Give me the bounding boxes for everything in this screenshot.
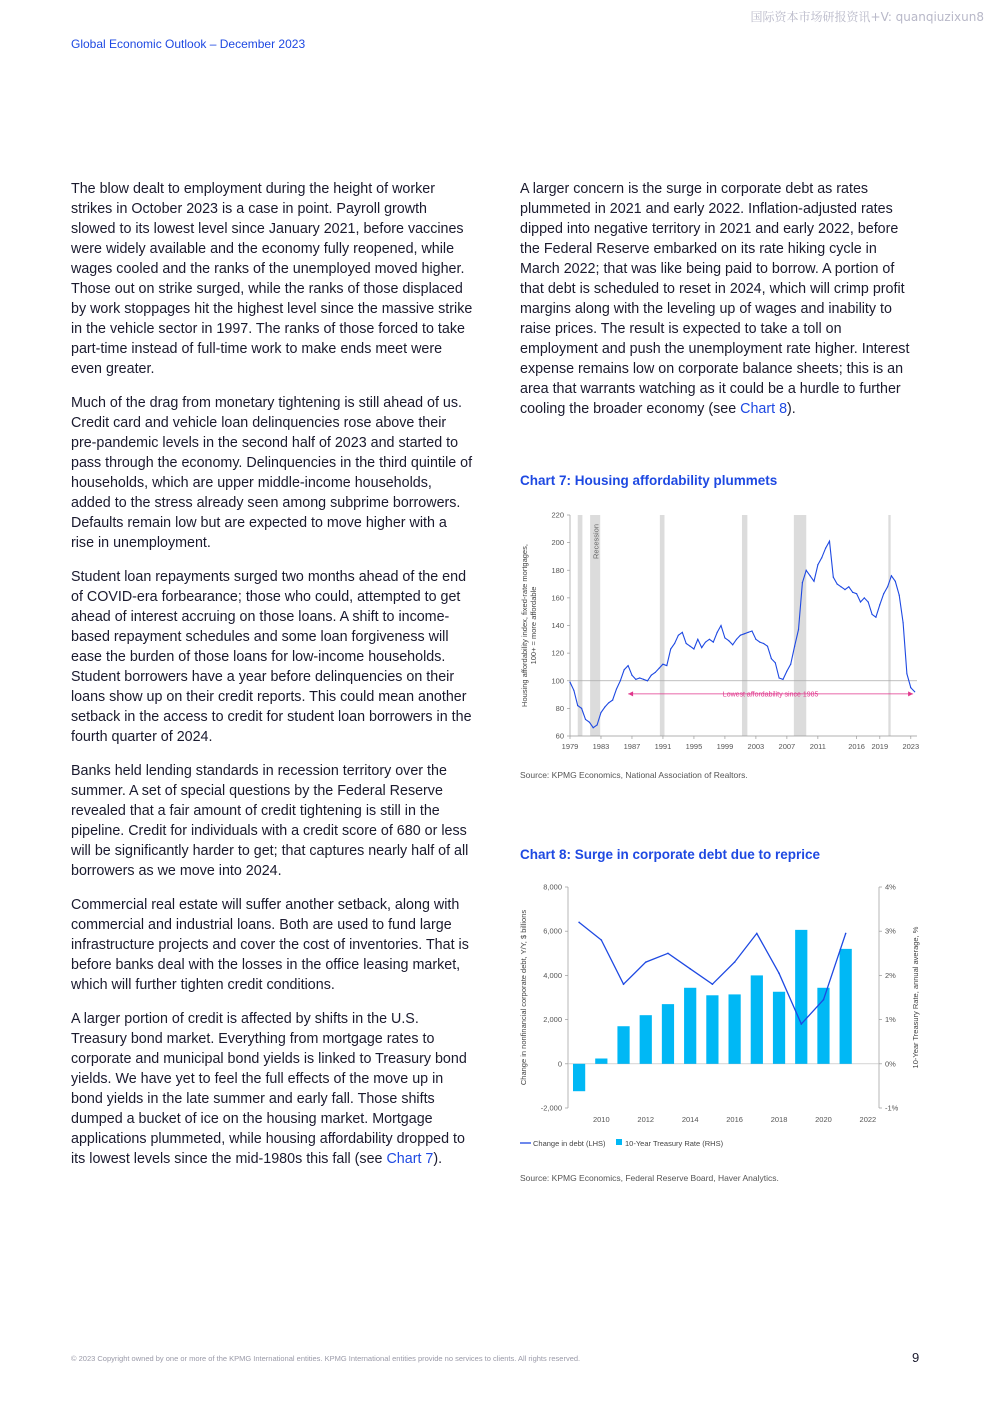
affordability-data-point bbox=[655, 672, 656, 673]
debt-change-point bbox=[578, 922, 580, 924]
affordability-data-point bbox=[589, 722, 590, 723]
affordability-data-point bbox=[600, 712, 601, 713]
x-tick-label: 2007 bbox=[778, 742, 796, 751]
affordability-data-point bbox=[643, 679, 644, 680]
legend-bar-label: 10-Year Treasury Rate (RHS) bbox=[625, 1139, 724, 1148]
y-tick-label: 160 bbox=[551, 593, 564, 603]
affordability-data-point bbox=[771, 658, 772, 659]
recession-band bbox=[888, 515, 890, 736]
affordability-data-point bbox=[682, 632, 683, 633]
affordability-data-point bbox=[697, 639, 698, 640]
affordability-data-point bbox=[701, 647, 702, 648]
debt-change-point bbox=[800, 1023, 802, 1025]
paragraph-end: ). bbox=[433, 1151, 443, 1167]
affordability-data-point bbox=[860, 601, 861, 602]
right-tick-label: 1% bbox=[885, 1015, 896, 1025]
affordability-data-point bbox=[840, 586, 841, 587]
right-tick-label: 2% bbox=[885, 970, 896, 980]
affordability-data-point bbox=[806, 570, 807, 571]
debt-change-point bbox=[601, 939, 603, 941]
affordability-data-point bbox=[914, 691, 915, 692]
x-tick-label: 2016 bbox=[726, 1115, 743, 1124]
x-tick-label: 1991 bbox=[654, 742, 672, 751]
debt-change-point bbox=[689, 968, 691, 970]
left-column bbox=[71, 179, 473, 1183]
affordability-data-point bbox=[705, 641, 706, 642]
affordability-data-point bbox=[852, 592, 853, 593]
affordability-data-point bbox=[755, 639, 756, 640]
affordability-data-point bbox=[817, 564, 818, 565]
affordability-data-point bbox=[728, 640, 729, 641]
x-tick-label: 2016 bbox=[848, 742, 865, 751]
affordability-data-point bbox=[651, 675, 652, 676]
affordability-data-point bbox=[767, 646, 768, 647]
x-tick-label: 2012 bbox=[637, 1115, 655, 1124]
debt-change-point bbox=[823, 999, 825, 1001]
affordability-data-point bbox=[658, 668, 659, 669]
treasury-rate-bar bbox=[640, 1015, 652, 1064]
y-tick-label: 60 bbox=[555, 731, 564, 741]
affordability-data-point bbox=[782, 679, 783, 680]
affordability-data-point bbox=[879, 604, 880, 605]
chart-7-source: Source: KPMG Economics, National Association of Realtors. bbox=[520, 770, 748, 780]
x-tick-label: 2020 bbox=[815, 1115, 832, 1124]
paragraph-end: ). bbox=[787, 401, 796, 417]
affordability-data-point bbox=[612, 699, 613, 700]
x-tick-label: 2014 bbox=[681, 1115, 699, 1124]
x-tick-label: 2011 bbox=[809, 742, 826, 751]
affordability-data-point bbox=[689, 646, 690, 647]
affordability-data-point bbox=[678, 635, 679, 636]
affordability-data-point bbox=[825, 548, 826, 549]
affordability-data-point bbox=[751, 630, 752, 631]
y-axis-label-line1: Housing affordability index, fixed-rate mortgages, bbox=[520, 544, 529, 707]
affordability-data-point bbox=[736, 639, 737, 640]
y-tick-label: 200 bbox=[551, 538, 564, 548]
chart-8-link[interactable]: Chart 8 bbox=[740, 401, 788, 417]
affordability-data-point bbox=[848, 586, 849, 587]
affordability-data-point bbox=[759, 641, 760, 642]
treasury-rate-bar bbox=[617, 1026, 629, 1064]
right-tick-label: 0% bbox=[885, 1059, 896, 1069]
right-tick-label: 3% bbox=[885, 926, 896, 936]
affordability-data-point bbox=[833, 577, 834, 578]
x-tick-label: 1999 bbox=[716, 742, 734, 751]
affordability-data-point bbox=[597, 724, 598, 725]
affordability-data-point bbox=[844, 589, 845, 590]
chart-7-housing-affordability bbox=[515, 505, 935, 757]
paragraph-text: A larger concern is the surge in corporate debt as rates plummeted in 2021 and early 2022. Inflation-adjusted rates dipped into negative territory in 2021 and early 2022, before the Federal Reserve embarked on its rate hiking cycle in March 2022; that was like being paid to borrow. A portion of that debt is scheduled to reset in 2024, which will crimp profit margins along with the leveling up of wages and inability to raise prices. The result is expected to take a toll on employment and push the unemployment rate higher. Interest expense remains low on corporate balance sheets; this is an area that warrants watching as it could be a hurdle to further cooling the broader economy (see bbox=[520, 181, 910, 417]
affordability-data-point bbox=[883, 593, 884, 594]
x-tick-label: 2023 bbox=[902, 742, 920, 751]
y-tick-label: 180 bbox=[551, 565, 564, 575]
treasury-rate-bar bbox=[840, 949, 852, 1064]
affordability-data-point bbox=[856, 593, 857, 594]
treasury-rate-bar bbox=[728, 994, 740, 1063]
affordability-data-point bbox=[709, 639, 710, 640]
left-tick-label: -2,000 bbox=[540, 1103, 562, 1113]
left-tick-label: 2,000 bbox=[543, 1015, 562, 1025]
running-header: Global Economic Outlook – December 2023 bbox=[71, 37, 306, 51]
affordability-data-point bbox=[810, 575, 811, 576]
affordability-data-point bbox=[724, 637, 725, 638]
right-tick-label: -1% bbox=[885, 1103, 899, 1113]
affordability-data-point bbox=[829, 541, 830, 542]
x-tick-label: 1987 bbox=[623, 742, 641, 751]
y-tick-label: 140 bbox=[551, 621, 564, 630]
x-tick-label: 1983 bbox=[592, 742, 610, 751]
treasury-rate-bar bbox=[684, 988, 696, 1064]
affordability-data-point bbox=[821, 557, 822, 558]
x-tick-label: 1979 bbox=[561, 742, 579, 751]
affordability-data-point bbox=[899, 595, 900, 596]
chart-7-link[interactable]: Chart 7 bbox=[386, 1151, 434, 1167]
affordability-data-point bbox=[581, 708, 582, 709]
affordability-data-point bbox=[693, 648, 694, 649]
paragraph: The blow dealt to employment during the height of worker strikes in October 2023 is a case in point. Payroll growth slowed to its lowest level since January 2021, before vaccines were widely available and the economy fully reopened, while wages cooled and the ranks of the unemployed moved higher. Those out on strike surged, while the ranks of those displaced by work stoppages hit the highest level since the massive strike in the vehicle sector in 1997. The ranks of those forced to take part-time instead of full-time work to make ends meet were even greater. bbox=[71, 181, 473, 377]
affordability-data-point bbox=[790, 664, 791, 665]
affordability-data-point bbox=[577, 705, 578, 706]
paragraph: Student loan repayments surged two months ahead of the end of COVID-era forbearance; those who could, attempted to get ahead of interest accruing on those loans. A shift to income-based repayment schedules and some loan forgiveness will ease the burden of those loans for low-income households. Student borrowers have a year before delinquencies on their loans show up on their credit reports. This could mean another setback in the access to credit for student loan borrowers in the fourth quarter of 2024. bbox=[71, 569, 472, 745]
affordability-data-point bbox=[569, 682, 570, 683]
affordability-data-point bbox=[871, 614, 872, 615]
affordability-data-point bbox=[813, 581, 814, 582]
affordability-data-point bbox=[639, 677, 640, 678]
treasury-rate-bar bbox=[706, 995, 718, 1064]
affordability-data-point bbox=[573, 690, 574, 691]
treasury-rate-bar bbox=[573, 1064, 585, 1091]
annotation-arrowhead-right bbox=[908, 691, 913, 696]
y-tick-label: 80 bbox=[555, 703, 564, 713]
paragraph bbox=[520, 179, 920, 419]
paragraph bbox=[71, 1009, 473, 1169]
recession-band bbox=[578, 515, 583, 736]
affordability-data-point bbox=[732, 644, 733, 645]
recession-band bbox=[742, 515, 747, 736]
x-tick-label: 2010 bbox=[592, 1115, 610, 1124]
right-tick-label: 4% bbox=[885, 882, 896, 892]
affordability-data-point bbox=[906, 673, 907, 674]
affordability-data-point bbox=[717, 632, 718, 633]
affordability-data-point bbox=[748, 632, 749, 633]
recession-band bbox=[794, 515, 806, 736]
right-column bbox=[520, 179, 920, 433]
debt-change-point bbox=[645, 961, 647, 963]
affordability-data-point bbox=[775, 662, 776, 663]
affordability-data-point bbox=[763, 643, 764, 644]
treasury-rate-bar bbox=[773, 992, 785, 1064]
affordability-data-point bbox=[891, 575, 892, 576]
affordability-data-point bbox=[604, 706, 605, 707]
affordability-data-point bbox=[713, 641, 714, 642]
affordability-data-point bbox=[631, 675, 632, 676]
annotation-arrowhead-left bbox=[628, 691, 633, 696]
left-tick-label: 8,000 bbox=[543, 882, 562, 892]
affordability-data-point bbox=[593, 727, 594, 728]
paragraph-text: A larger portion of credit is affected by shifts in the U.S. Treasury bond market. Everything from mortgage rates to corporate and municipal bond yields is linked to Treasury bond yields. We have yet to feel the full effects of the move up in bond yields in the late summer and early fall. Those shifts dumped a bucket of ice on the housing market. Mortgage applications plummeted, while housing affordability dropped to its lowest levels since the mid-1980s this fall (see bbox=[71, 1011, 467, 1167]
affordability-data-point bbox=[868, 601, 869, 602]
affordability-data-point bbox=[837, 583, 838, 584]
affordability-data-point bbox=[798, 629, 799, 630]
affordability-data-point bbox=[875, 617, 876, 618]
debt-change-point bbox=[778, 972, 780, 974]
affordability-data-point bbox=[864, 597, 865, 598]
y-tick-label: 100 bbox=[551, 676, 564, 686]
affordability-data-point bbox=[802, 582, 803, 583]
affordability-data-point bbox=[647, 680, 648, 681]
paragraph: Much of the drag from monetary tightening is still ahead of us. Credit card and vehicle loan delinquencies rose above their pre-pandemic levels in the second half of 2023 and started to pass through the economy. Delinquencies in the third quintile of households, which are upper middle-income households, added to the stress already seen among subprime borrowers. Defaults remain low but are expected to move higher with a rise in unemployment. bbox=[71, 395, 473, 551]
debt-change-point bbox=[712, 983, 714, 985]
y-axis-label-line2: 100+ = more affordable bbox=[529, 586, 538, 665]
left-axis-label: Change in nonfinancial corporate debt, Y/Y, $ billions bbox=[519, 909, 528, 1086]
right-axis-label: 10-Year Treasury Rate, annual average, % bbox=[911, 926, 920, 1069]
affordability-data-point bbox=[744, 633, 745, 634]
treasury-rate-bar bbox=[795, 930, 807, 1064]
watermark: 国际资本市场研报资讯+V: quanqiuzixun8 bbox=[750, 10, 984, 24]
x-tick-label: 2022 bbox=[859, 1115, 877, 1124]
affordability-data-point bbox=[627, 665, 628, 666]
y-tick-label: 220 bbox=[551, 510, 564, 520]
affordability-data-point bbox=[794, 646, 795, 647]
affordability-data-point bbox=[740, 635, 741, 636]
affordability-data-point bbox=[585, 719, 586, 720]
debt-change-point bbox=[667, 953, 669, 955]
affordability-data-point bbox=[616, 688, 617, 689]
affordability-data-point bbox=[720, 625, 721, 626]
debt-change-point bbox=[623, 983, 625, 985]
affordability-data-point bbox=[620, 680, 621, 681]
affordability-data-point bbox=[670, 648, 671, 649]
treasury-rate-bar bbox=[751, 975, 763, 1063]
affordability-data-point bbox=[674, 643, 675, 644]
page-number: 9 bbox=[912, 1350, 920, 1365]
affordability-data-point bbox=[662, 664, 663, 665]
affordability-data-point bbox=[635, 679, 636, 680]
affordability-data-point bbox=[624, 669, 625, 670]
affordability-data-point bbox=[902, 622, 903, 623]
debt-change-point bbox=[756, 933, 758, 935]
debt-change-point bbox=[845, 933, 847, 935]
x-tick-label: 2003 bbox=[747, 742, 765, 751]
recession-band bbox=[660, 515, 665, 736]
treasury-rate-bar bbox=[662, 1004, 674, 1064]
chart-8-title: Chart 8: Surge in corporate debt due to reprice bbox=[520, 847, 821, 862]
left-tick-label: 6,000 bbox=[543, 926, 562, 936]
affordability-data-point bbox=[910, 687, 911, 688]
legend-line-label: Change in debt (LHS) bbox=[533, 1139, 606, 1148]
affordability-data-point bbox=[786, 670, 787, 671]
chart-8-corporate-debt bbox=[515, 875, 930, 1160]
affordability-data-point bbox=[666, 665, 667, 666]
treasury-rate-bar bbox=[595, 1058, 607, 1063]
left-tick-label: 4,000 bbox=[543, 970, 562, 980]
chart-8-source: Source: KPMG Economics, Federal Reserve Board, Haver Analytics. bbox=[520, 1173, 779, 1183]
annotation-label: Lowest affordability since 1985 bbox=[722, 691, 819, 699]
affordability-data-point bbox=[779, 677, 780, 678]
footer-copyright: © 2023 Copyright owned by one or more of the KPMG International entities. KPMG International entities provide no services to clients. All rights reserved. bbox=[71, 1354, 581, 1363]
x-tick-label: 1995 bbox=[685, 742, 703, 751]
y-tick-label: 120 bbox=[551, 648, 564, 658]
chart-7-title: Chart 7: Housing affordability plummets bbox=[520, 473, 778, 488]
affordability-data-point bbox=[887, 586, 888, 587]
recession-label: Recession bbox=[591, 523, 601, 559]
affordability-data-point bbox=[895, 581, 896, 582]
legend-bar-swatch bbox=[616, 1139, 622, 1145]
affordability-data-point bbox=[608, 702, 609, 703]
debt-change-point bbox=[734, 961, 736, 963]
paragraph: Banks held lending standards in recession territory over the summer. A set of special questions by the Federal Reserve revealed that a fair amount of credit tightening is still in the pipeline. Credit for individuals with a credit score of 680 or less will be significantly harder to get; that captures nearly half of all borrowers as we move into 2024. bbox=[71, 763, 469, 879]
left-tick-label: 0 bbox=[557, 1059, 562, 1069]
affordability-data-point bbox=[686, 643, 687, 644]
x-tick-label: 2019 bbox=[871, 742, 889, 751]
paragraph: Commercial real estate will suffer another setback, along with commercial and industrial loans. Both are used to fund large infrastructure projects and cover the cost of inventories. That is before banks deal with the losses in the office leasing market, which will further tighten credit conditions. bbox=[71, 897, 469, 993]
x-tick-label: 2018 bbox=[770, 1115, 788, 1124]
